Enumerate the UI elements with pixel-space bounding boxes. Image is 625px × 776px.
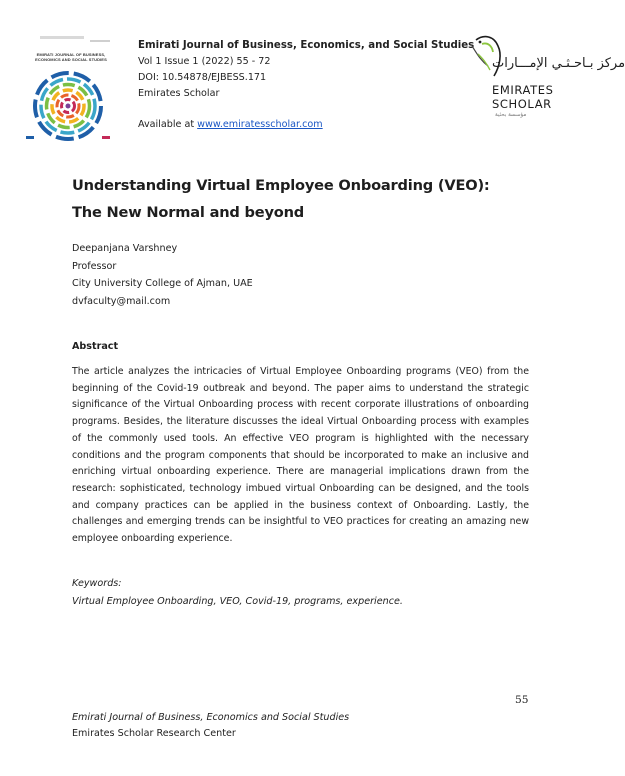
emirates-scholar-logo — [462, 28, 625, 128]
abstract-text: The article analyzes the intricacies of Virtual Employee Onboarding programs (VEO) from the beginning of the Covid-19 outbreak and beyond. The paper aims to understand the strategic significance of the Virtual Onboarding process with recent corporate illustrations of onboarding programs. Besides, the literature discusses the ideal Virtual Onboarding process with examples of the commonly used tools. An effective VEO program is highlighted with the necessary conditions and the program components that should be incorporated to make an inclusive and enriching virtual onboarding experience. There are managerial implications drawn from the research: sophisticated, technology imbued virtual Onboarding can be designed, and the tools and company practices can be applied in the business context of Onboarding. Lastly, the challenges and emerging trends can be insightful to VEO practices for creating an amazing new employee onboarding experience. — [72, 366, 529, 545]
publisher: Emirates Scholar — [138, 88, 220, 99]
logo-tagline: مؤسسة بحثية — [495, 112, 527, 118]
journal-logo-title: EMIRATI JOURNAL OF BUSINESS, ECONOMICS AND SOCIAL STUDIES — [35, 52, 107, 62]
journal-name: Emirati Journal of Business, Economics, and Social Studies — [138, 40, 475, 51]
journal-cover-logo — [18, 36, 116, 140]
logo-emirates: EMIRATES — [492, 83, 554, 97]
availability-line — [138, 119, 323, 130]
arabic-name: مركز بـاحـثـي الإمـــارات — [492, 56, 625, 71]
author-name: Deepanjana Varshney — [72, 243, 178, 254]
author-block — [72, 240, 253, 310]
footer-journal-name: Emirati Journal of Business, Economics and Social Studies — [72, 712, 350, 723]
keywords-list: Virtual Employee Onboarding, VEO, Covid-19, programs, experience. — [72, 596, 403, 607]
journal-header — [138, 38, 474, 102]
website-link[interactable]: www.emiratesscholar.com — [197, 119, 323, 130]
paper-title: Understanding Virtual Employee Onboarding (VEO): The New Normal and beyond — [72, 177, 490, 221]
abstract-heading: Abstract — [72, 341, 119, 352]
available-prefix: Available at — [138, 119, 198, 130]
keywords-heading: Keywords: — [72, 578, 122, 589]
volume-info: Vol 1 Issue 1 (2022) 55 - 72 — [138, 56, 271, 67]
author-email: dvfaculty@mail.com — [72, 295, 171, 307]
logo-scholar: SCHOLAR — [492, 97, 552, 111]
footer-research-center: Emirates Scholar Research Center — [72, 728, 236, 739]
author-position: Professor — [72, 260, 117, 272]
author-affiliation: City University College of Ajman, UAE — [72, 278, 253, 289]
doi: DOI: 10.54878/EJBESS.171 — [138, 72, 267, 83]
page-number: 55 — [515, 694, 529, 706]
